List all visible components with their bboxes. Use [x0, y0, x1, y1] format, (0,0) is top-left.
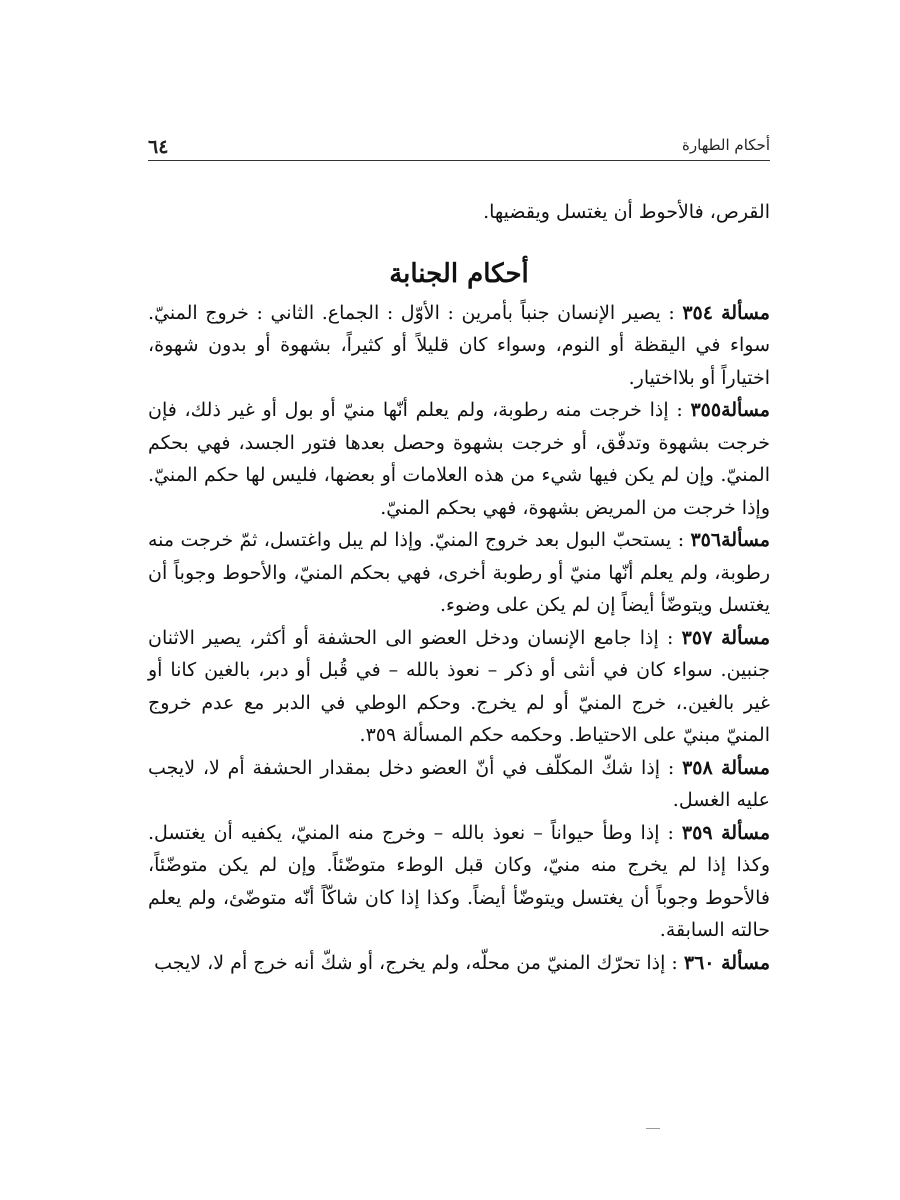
issue-text: : إذا شكّ المكلّف في أنّ العضو دخل بمقدار الحشفة أم لا، لايجب عليه الغسل.: [148, 756, 770, 811]
issue-paragraph: [148, 297, 770, 395]
page-body: [148, 196, 770, 979]
issue-label: مسألة ٣٥٩: [681, 821, 771, 844]
issue-paragraph: [148, 817, 770, 947]
issue-paragraph: [148, 752, 770, 817]
issue-label: مسألة ٣٥٨: [682, 756, 770, 779]
issue-text: : إذا تحرّك المنيّ من محلّه، ولم يخرج، أو شكّ أنه خرج أم لا، لايجب: [154, 951, 678, 974]
issue-label: مسألة٣٥٦: [690, 529, 770, 551]
issue-label: مسألة٣٥٥: [690, 399, 770, 421]
footer-mark: [646, 1128, 660, 1129]
issue-paragraph: [148, 622, 770, 752]
header-rule: [148, 160, 770, 161]
issue-paragraph: [148, 947, 770, 980]
issue-label: مسألة ٣٥٤: [682, 301, 770, 324]
issue-text: : يستحبّ البول بعد خروج المنيّ. وإذا لم يبل واغتسل، ثمّ خرجت منه رطوبة، ولم يعلم أنّها منيّ أو رطوبة أخرى، فهي بحكم المنيّ، والأحوط وجوباً أن يغتسل ويتوضّأ أيضاً إن لم يكن على وضوء.: [148, 529, 770, 616]
issue-label: مسألة ٣٥٧: [681, 626, 771, 649]
issue-text: : إذا جامع الإنسان ودخل العضو الى الحشفة أو أكثر، يصير الاثنان جنبين. سواء كان في أنثى أو ذكر – نعوذ بالله – في قُبل أو دبر، بالغين كانا أو غير بالغين.، خرج المنيّ أو لم يخرج. وحكم الوطي في الدبر مع عدم خروج المنيّ مبنيّ على الاحتياط. وحكمه حكم المسألة ٣٥٩.: [148, 626, 770, 746]
page-header: [148, 136, 770, 160]
issue-paragraph: [148, 394, 770, 524]
running-title: أحكام الطهارة: [682, 136, 770, 154]
issue-text: : إذا وطأ حيواناً – نعوذ بالله – وخرج منه المنيّ، يكفيه أن يغتسل. وكذا إذا لم يخرج منه منيّ، وكان قبل الوطء متوضّئاً. وإن لم يكن متوضّئاً، فالأحوط وجوباً أن يغتسل ويتوضّأ أيضاً. وكذا إذا كان شاكّاً أنّه متوضّئ، ولم يعلم حالته السابقة.: [148, 821, 770, 941]
issue-text: : يصير الإنسان جنباً بأمرين : الأوّل : الجماع. الثاني : خروج المنيّ. سواء في اليقظة أو النوم، وسواء كان قليلاً أو كثيراً، بشهوة أو بدون شهوة، اختياراً أو بلااختيار.: [148, 301, 771, 389]
intro-line: القرص، فالأحوط أن يغتسل ويقضيها.: [483, 201, 770, 223]
issue-label: مسألة ٣٦٠: [683, 951, 770, 974]
issue-paragraph: [148, 524, 770, 622]
issue-text: : إذا خرجت منه رطوبة، ولم يعلم أنّها منيّ أو بول أو غير ذلك، فإن خرجت بشهوة وتدفّق، أو خرجت بشهوة وحصل بعدها فتور الجسد، فهي بحكم المنيّ. وإن لم يكن فيها شيء من هذه العلامات أو بعضها، فليس لها حكم المنيّ. وإذا خرجت من المريض بشهوة، فهي بحكم المنيّ.: [148, 399, 770, 519]
section-heading: أحكام الجنابة: [389, 258, 529, 289]
page-number: ٦٤: [148, 136, 169, 158]
